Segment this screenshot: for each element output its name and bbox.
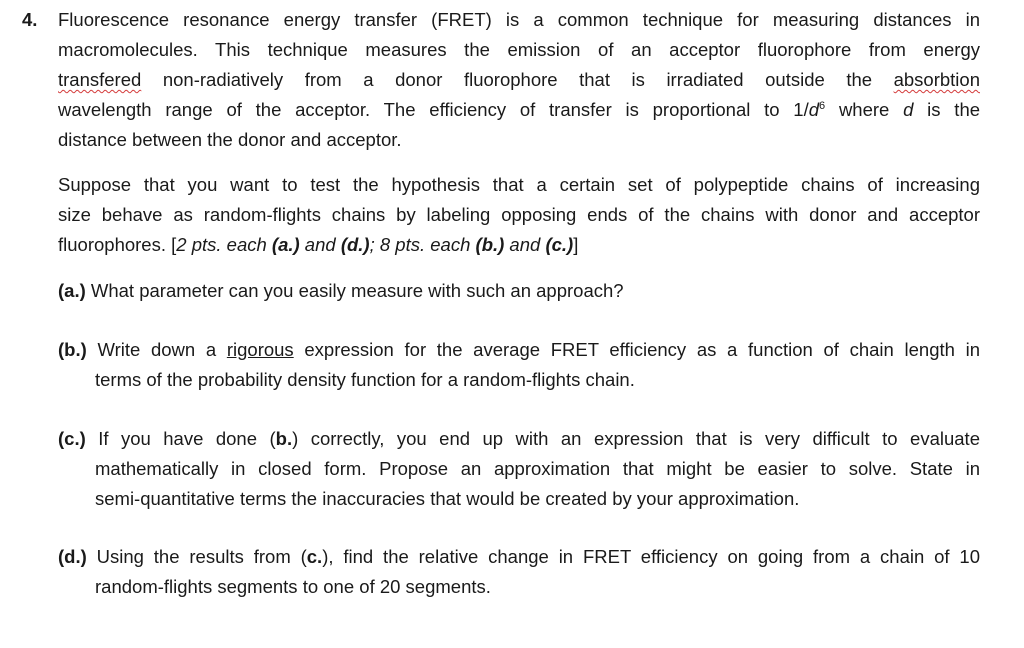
points-text-2: ; 8 pts. each — [369, 234, 476, 255]
intro-line-4-text-a: wavelength range of the acceptor. The efficiency of transfer is proportional to 1/ — [58, 99, 809, 120]
variable-d: d — [808, 99, 820, 120]
part-c-text-b: ) correctly, you end up with an expression that is very difficult to evaluate — [292, 428, 980, 449]
part-b-text-b: expression for the average FRET efficiency as a function of chain length in — [293, 339, 981, 360]
part-d-ref-c: c. — [306, 546, 323, 567]
intro-line-5: distance between the donor and acceptor. — [58, 129, 402, 150]
points-close: ] — [573, 234, 579, 255]
part-b-line-1 — [58, 335, 980, 365]
intro-line-3-text: non-radiatively from a donor fluorophore that is irradiated outside the — [141, 69, 894, 90]
part-b — [58, 335, 980, 395]
part-c — [58, 424, 980, 514]
part-c-ref-b: b. — [275, 428, 293, 449]
part-b-text-a: Write down a — [86, 339, 227, 360]
intro-line-3 — [58, 65, 980, 95]
points-ref-d: (d.) — [340, 234, 370, 255]
part-d-text-b: ), find the relative change in FRET efficiency on going from a chain of 10 — [322, 546, 980, 567]
part-c-line-3: semi-quantitative terms the inaccuracies that would be created by your approximation. — [95, 488, 800, 509]
misspelled-word-absorbtion: absorbtion — [893, 69, 980, 90]
part-a-label: (a.) — [58, 280, 86, 301]
part-c-line-2: mathematically in closed form. Propose an approximation that might be easier to solve. State in — [95, 458, 980, 479]
part-d-label: (d.) — [58, 546, 87, 567]
misspelled-word-transfered: transfered — [58, 69, 142, 90]
part-c-line-1 — [58, 424, 980, 454]
intro-line-4-text-b: where — [825, 99, 904, 120]
part-a — [58, 276, 980, 306]
points-and-2: and — [504, 234, 546, 255]
hypothesis-paragraph — [58, 170, 980, 260]
part-a-line-1 — [58, 276, 980, 306]
intro-line-4-text-c: is the — [913, 99, 981, 120]
part-d-line-1 — [58, 542, 980, 572]
part-d — [58, 542, 980, 602]
points-ref-b: (b.) — [475, 234, 505, 255]
intro-line-2: macromolecules. This technique measures the emission of an acceptor fluorophore from energy — [58, 39, 980, 60]
points-ref-c: (c.) — [545, 234, 574, 255]
question-intro — [58, 5, 980, 155]
part-c-text-a: If you have done ( — [85, 428, 276, 449]
part-b-label: (b.) — [58, 339, 87, 360]
part-b-line-2: terms of the probability density function for a random-flights chain. — [95, 369, 635, 390]
suppose-line-3 — [58, 230, 980, 260]
points-open: fluorophores. [ — [58, 234, 177, 255]
part-d-text-a: Using the results from ( — [86, 546, 307, 567]
suppose-line-1: Suppose that you want to test the hypothesis that a certain set of polypeptide chains of increasing — [58, 174, 980, 195]
part-a-text: What parameter can you easily measure with such an approach? — [85, 280, 624, 301]
intro-line-1: Fluorescence resonance energy transfer (FRET) is a common technique for measuring distances in — [58, 9, 980, 30]
points-ref-a: (a.) — [271, 234, 300, 255]
underlined-word-rigorous: rigorous — [226, 339, 294, 360]
intro-line-4 — [58, 95, 980, 125]
points-and-1: and — [299, 234, 341, 255]
variable-d-2: d — [903, 99, 914, 120]
suppose-line-2: size behave as random-flights chains by labeling opposing ends of the chains with donor and acceptor — [58, 204, 980, 225]
part-d-line-2: random-flights segments to one of 20 segments. — [95, 576, 491, 597]
part-c-label: (c.) — [58, 428, 86, 449]
exponent-6: 6 — [819, 100, 826, 112]
question-number: 4. — [22, 9, 38, 30]
points-text-1: 2 pts. each — [176, 234, 272, 255]
